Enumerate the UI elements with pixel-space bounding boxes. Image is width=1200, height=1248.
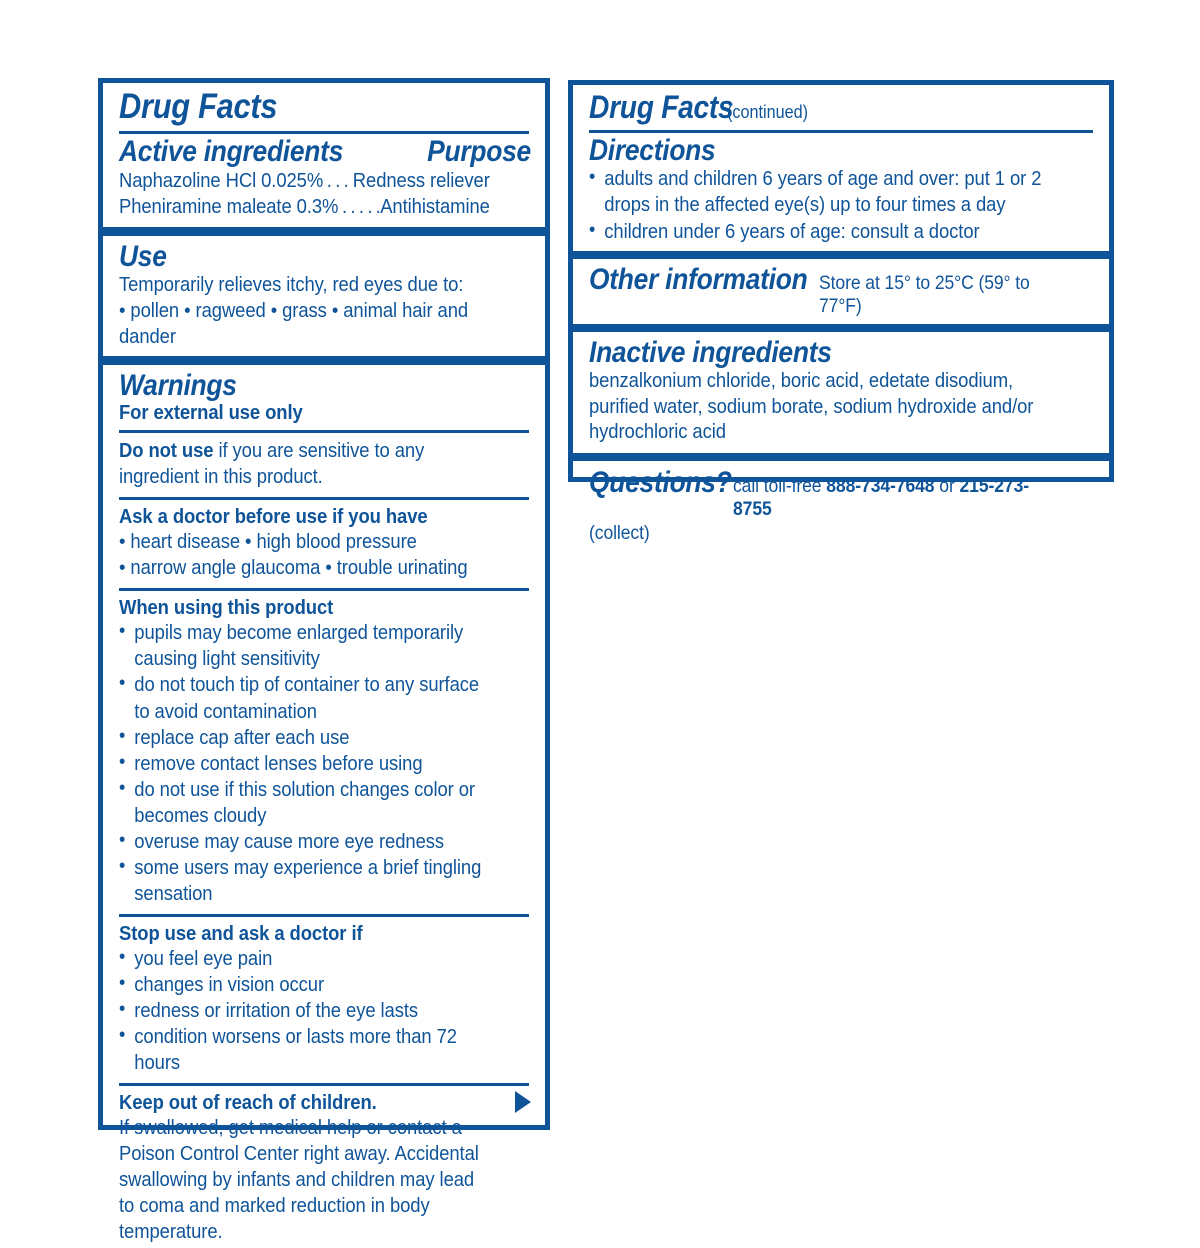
dot-leader: [342, 194, 379, 221]
questions-section: [573, 461, 1109, 554]
collect-note: (collect): [589, 522, 650, 545]
active-ingredients-heading: Active ingredients: [119, 135, 344, 169]
call-prefix: call toll-free: [733, 475, 827, 498]
stop-use-heading: Stop use and ask a doctor if: [119, 921, 363, 945]
list-item: • do not use if this solution changes color or becomes cloudy: [119, 777, 490, 829]
phone-tollfree[interactable]: 888-734-7648: [826, 475, 935, 498]
warnings-heading: Warnings: [119, 368, 237, 402]
do-not-use-text: [119, 438, 490, 490]
drug-facts-continued-title-block: [573, 85, 1109, 124]
questions-contact-text: [733, 475, 1059, 521]
drug-facts-continued-row: [589, 91, 1095, 124]
or-text: or: [934, 475, 960, 498]
list-item: • remove contact lenses before using: [119, 751, 490, 777]
do-not-use-block: [103, 433, 545, 494]
section-separator: [573, 251, 1109, 259]
ask-doctor-line-2: • narrow angle glaucoma • trouble urinating: [119, 556, 468, 580]
do-not-use-detail: if you are sensitive to any ingredient in this product.: [119, 439, 425, 489]
list-item: • some users may experience a brief tingling sensation: [119, 855, 490, 907]
list-item: • pupils may become enlarged temporarily causing light sensitivity: [119, 620, 490, 672]
continuation-arrow: [515, 1091, 531, 1113]
page-title: Drug Facts: [119, 87, 278, 126]
list-item: • you feel eye pain: [119, 946, 490, 972]
directions-list: [589, 166, 1095, 244]
inactive-ingredients-section: [573, 332, 1109, 454]
directions-section: [573, 133, 1109, 250]
page-title-continued: Drug Facts: [589, 89, 734, 125]
do-not-use-label: Do not use: [119, 439, 214, 463]
other-information-heading: Other information: [589, 262, 808, 296]
drug-facts-panel-left: [98, 78, 550, 1243]
ask-doctor-line-1: • heart disease • high blood pressure: [119, 530, 417, 554]
list-item: • redness or irritation of the eye lasts: [119, 998, 490, 1024]
questions-row: [589, 467, 1095, 521]
use-causes-line: • pollen • ragweed • grass • animal hair and dander: [119, 298, 469, 348]
list-item: • children under 6 years of age: consult a doctor: [589, 219, 1044, 245]
stop-use-block: [103, 917, 545, 1080]
list-item: • changes in vision occur: [119, 972, 490, 998]
other-information-row: [589, 264, 1095, 318]
active-ingredient-name: Naphazoline HCl 0.025%: [119, 168, 324, 192]
when-using-block: [103, 591, 545, 911]
inactive-ingredients-text: benzalkonium chloride, boric acid, edetate disodium, purified water, sodium borate, sodium hydroxide and/or hydrochloric acid: [589, 368, 1034, 444]
use-text: Temporarily relieves itchy, red eyes due to:: [119, 273, 464, 297]
list-item: • overuse may cause more eye redness: [119, 829, 490, 855]
when-using-list: [119, 620, 531, 906]
keep-out-of-reach-block: [103, 1086, 545, 1248]
list-item: • do not touch tip of container to any surface to avoid contamination: [119, 672, 490, 724]
continued-note: (continued): [727, 102, 809, 122]
active-ingredient-row: [119, 194, 490, 221]
triangle-right-icon: [515, 1091, 531, 1113]
warnings-heading-block: [103, 365, 545, 427]
keep-out-of-reach-text: If swallowed, get medical help or contact a Poison Control Center right away. Accidental swallowing by infants and children may lead to coma and marked reduction in body temperature.: [119, 1116, 479, 1243]
dot-leader: [327, 168, 352, 195]
when-using-heading: When using this product: [119, 596, 334, 620]
keep-out-of-reach-heading: Keep out of reach of children.: [119, 1091, 377, 1115]
other-information-section: [573, 259, 1109, 324]
section-separator: [573, 453, 1109, 461]
active-ingredient-purpose: Antihistamine: [380, 195, 490, 219]
list-item: • adults and children 6 years of age and over: put 1 or 2 drops in the affected eye(s) up to four times a day: [589, 166, 1044, 218]
use-section: [103, 236, 545, 356]
external-use-only-text: For external use only: [119, 401, 303, 425]
active-ingredient-purpose: Redness reliever: [352, 168, 490, 192]
directions-heading: Directions: [589, 134, 716, 168]
active-ingredients-section: [103, 134, 545, 226]
use-heading: Use: [119, 239, 167, 273]
drug-facts-title-block: [103, 83, 545, 125]
purpose-heading: Purpose: [427, 135, 531, 169]
active-ingredient-name: Pheniramine maleate 0.3%: [119, 195, 339, 219]
list-item: • replace cap after each use: [119, 725, 490, 751]
stop-use-list: [119, 946, 531, 1076]
ask-doctor-heading: Ask a doctor before use if you have: [119, 504, 428, 528]
section-separator: [573, 324, 1109, 332]
section-separator: [103, 227, 545, 236]
section-separator: [103, 356, 545, 365]
other-information-text: Store at 15° to 25°C (59° to 77°F): [819, 271, 1030, 317]
drug-facts-panel-right: [568, 80, 1114, 545]
questions-heading: Questions?: [589, 466, 732, 500]
active-ingredient-row: [119, 168, 490, 195]
list-item: • condition worsens or lasts more than 72 hours: [119, 1024, 490, 1076]
phone-collect[interactable]: 215-273-8755: [733, 475, 1030, 521]
inactive-ingredients-heading: Inactive ingredients: [589, 335, 832, 369]
ask-doctor-block: [103, 500, 545, 585]
